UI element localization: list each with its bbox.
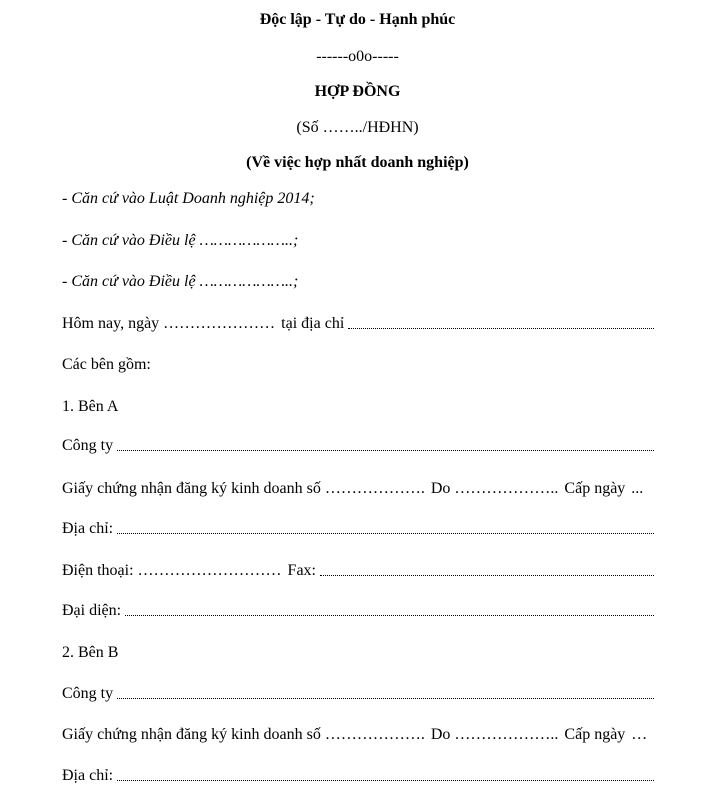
separator: ------o0o----- bbox=[316, 48, 399, 65]
party-b-company-fill bbox=[117, 697, 654, 699]
party-a-company-line bbox=[62, 436, 656, 456]
basis-charter-1: - Căn cứ vào Điều lệ ………………..; bbox=[62, 232, 299, 249]
party-b-license-line bbox=[62, 725, 662, 745]
address-label: tại địa chỉ bbox=[281, 315, 345, 332]
party-a-issue-date-tail: ... bbox=[631, 480, 644, 497]
party-a-rep-line bbox=[62, 601, 656, 621]
party-b-company-line bbox=[62, 684, 656, 704]
address-fill bbox=[348, 327, 654, 329]
party-a-address-fill bbox=[117, 532, 654, 534]
party-b-issue-date-tail: … bbox=[631, 726, 648, 743]
party-b-address-line bbox=[62, 766, 656, 786]
party-a-phone-fax-line bbox=[62, 561, 656, 581]
party-a-company-fill bbox=[117, 449, 654, 451]
document-title: HỢP ĐỒNG bbox=[314, 83, 401, 100]
party-a-address-label: Địa chỉ: bbox=[62, 520, 114, 537]
basis-charter-2: - Căn cứ vào Điều lệ ………………..; bbox=[62, 273, 299, 290]
contract-number: (Số ……../HĐHN) bbox=[296, 119, 419, 136]
contract-subject: (Về việc hợp nhất doanh nghiệp) bbox=[246, 154, 469, 171]
party-a-fax-fill bbox=[320, 574, 654, 576]
party-a-address-line bbox=[62, 519, 656, 539]
national-motto: Độc lập - Tự do - Hạnh phúc bbox=[259, 11, 456, 28]
party-a-issue-date-label: Cấp ngày bbox=[564, 480, 626, 497]
party-a-company-label: Công ty bbox=[62, 437, 114, 454]
party-a-heading: 1. Bên A bbox=[62, 398, 119, 415]
party-b-license-label: Giấy chứng nhận đăng ký kinh doanh số ………………. bbox=[62, 726, 425, 743]
party-b-heading: 2. Bên B bbox=[62, 644, 119, 661]
parties-label: Các bên gồm: bbox=[62, 356, 151, 373]
party-a-phone-label: Điện thoại: ……………………… bbox=[62, 562, 282, 579]
party-a-fax-label: Fax: bbox=[287, 562, 316, 579]
party-b-issued-by: Do ……………….. bbox=[430, 726, 559, 743]
party-a-issued-by: Do ……………….. bbox=[430, 480, 559, 497]
basis-law: - Căn cứ vào Luật Doanh nghiệp 2014; bbox=[62, 190, 315, 207]
party-a-rep-fill bbox=[125, 614, 654, 616]
party-b-issue-date-label: Cấp ngày bbox=[564, 726, 626, 743]
party-a-license-line bbox=[62, 479, 656, 499]
date-label: Hôm nay, ngày ………………… bbox=[62, 315, 276, 332]
date-address-line bbox=[62, 314, 656, 334]
party-a-license-label: Giấy chứng nhận đăng ký kinh doanh số ………………. bbox=[62, 480, 425, 497]
party-b-address-label: Địa chỉ: bbox=[62, 767, 114, 784]
party-a-rep-label: Đại diện: bbox=[62, 602, 122, 619]
party-b-address-fill bbox=[117, 779, 654, 781]
party-b-company-label: Công ty bbox=[62, 685, 114, 702]
